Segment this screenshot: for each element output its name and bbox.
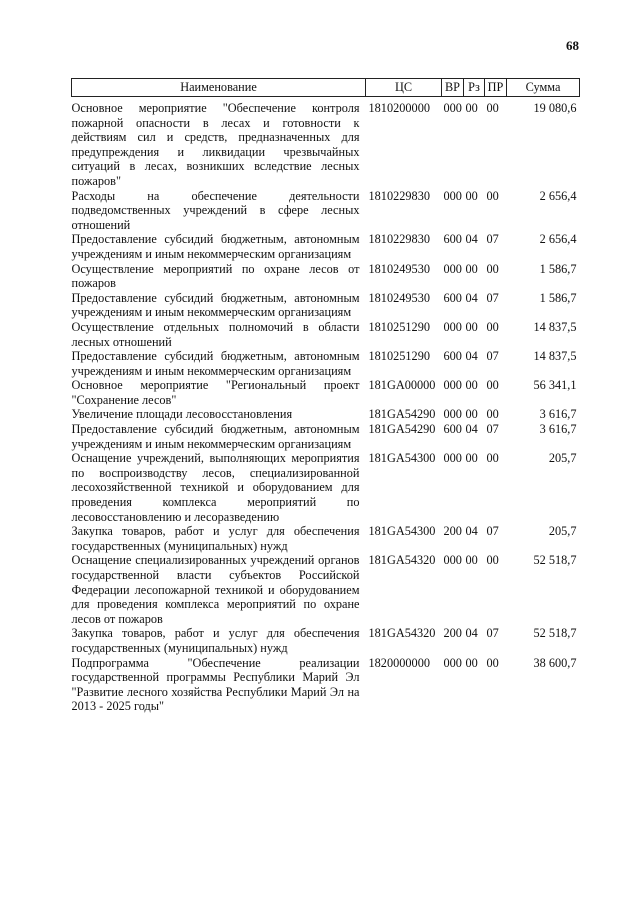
cell-pr: 07: [486, 232, 499, 247]
cell-vr: 000: [443, 451, 462, 466]
cell-rz: 00: [465, 261, 478, 276]
cell-rz: 00: [465, 407, 478, 422]
header-vr: ВР: [442, 79, 464, 97]
cell-cs: 1810249530: [368, 290, 430, 305]
cell-cs: 1810251290: [368, 319, 430, 334]
table-row: [72, 349, 580, 378]
cell-sum: 3 616,7: [539, 407, 577, 422]
cell-rz: 00: [465, 319, 478, 334]
budget-table: [71, 78, 580, 714]
cell-vr: 200: [443, 524, 462, 539]
cell-name: Закупка товаров, работ и услуг для обеспечения государственных (муниципальных) нужд: [71, 626, 360, 655]
cell-sum: 205,7: [548, 451, 577, 466]
table-row: [72, 626, 580, 655]
header-rz: Рз: [464, 79, 485, 97]
cell-vr: 200: [443, 626, 462, 641]
table-row: [72, 422, 580, 451]
table-row: [72, 291, 580, 320]
cell-name: Закупка товаров, работ и услуг для обеспечения государственных (муниципальных) нужд: [71, 524, 360, 553]
cell-sum: 56 341,1: [533, 378, 577, 393]
cell-cs: 181GA54320: [368, 626, 436, 641]
cell-vr: 000: [443, 319, 462, 334]
cell-cs: 1820000000: [368, 655, 430, 670]
cell-rz: 04: [465, 524, 478, 539]
cell-cs: 1810249530: [368, 261, 430, 276]
header-cs: ЦС: [366, 79, 442, 97]
header-name: Наименование: [72, 79, 366, 97]
cell-name: Предоставление субсидий бюджетным, автономным учреждениям и иным некоммерческим организациям: [71, 349, 360, 378]
cell-rz: 04: [465, 232, 478, 247]
cell-pr: 07: [486, 422, 499, 437]
cell-pr: 00: [486, 378, 499, 393]
cell-vr: 000: [443, 101, 462, 115]
cell-name: Основное мероприятие "Региональный проект "Сохранение лесов": [71, 378, 360, 407]
cell-sum: 3 616,7: [539, 422, 577, 437]
table-row: [72, 97, 580, 189]
cell-vr: 600: [443, 422, 462, 437]
cell-pr: 00: [486, 655, 499, 670]
cell-cs: 181GA00000: [368, 378, 436, 393]
table-row: [72, 378, 580, 407]
cell-name: Предоставление субсидий бюджетным, автономным учреждениям и иным некоммерческим организациям: [71, 422, 360, 451]
cell-pr: 00: [486, 451, 499, 466]
cell-cs: 181GA54290: [368, 407, 436, 422]
table-row: [72, 524, 580, 553]
cell-cs: 1810200000: [368, 101, 430, 115]
cell-cs: 1810251290: [368, 349, 430, 364]
cell-name: Осуществление отдельных полномочий в области лесных отношений: [71, 319, 360, 349]
table-row: [72, 553, 580, 626]
cell-rz: 04: [465, 626, 478, 641]
cell-sum: 14 837,5: [533, 349, 577, 364]
header-sum: Сумма: [507, 79, 580, 97]
cell-sum: 19 080,6: [533, 101, 577, 115]
table-row: [72, 451, 580, 524]
table-header: [72, 79, 580, 97]
cell-cs: 1810229830: [368, 232, 430, 247]
cell-rz: 00: [465, 188, 478, 203]
cell-name: Основное мероприятие "Обеспечение контроля пожарной опасности в лесах и готовности к действиям сил и средств, предназначенных для предупреждения и ликвидации чрезвычайных ситуаций в лесах, возникших вследствие лесных пожаров": [71, 101, 360, 188]
cell-sum: 205,7: [548, 524, 577, 539]
cell-cs: 181GA54300: [368, 451, 436, 466]
cell-cs: 181GA54290: [368, 422, 436, 437]
table-row: [72, 320, 580, 349]
table-row: [72, 189, 580, 233]
cell-sum: 2 656,4: [539, 232, 577, 247]
cell-vr: 600: [443, 290, 462, 305]
cell-pr: 00: [486, 553, 499, 568]
cell-name: Оснащение учреждений, выполняющих мероприятия по воспроизводству лесов, специализированной лесохозяйственной техникой и оборудованием для проведения комплекса мероприятий по лесовосстановлению и лесоразведению: [71, 451, 360, 524]
cell-pr: 00: [486, 261, 499, 276]
cell-name: Расходы на обеспечение деятельности подведомственных учреждений в сфере лесных отношений: [71, 188, 360, 232]
table-row: [72, 232, 580, 261]
cell-rz: 00: [465, 553, 478, 568]
cell-pr: 07: [486, 349, 499, 364]
cell-name: Увеличение площади лесовосстановления: [71, 407, 293, 422]
cell-vr: 000: [443, 261, 462, 276]
cell-sum: 1 586,7: [539, 261, 577, 276]
cell-cs: 181GA54300: [368, 524, 436, 539]
cell-vr: 000: [443, 378, 462, 393]
header-pr: ПР: [485, 79, 507, 97]
cell-pr: 00: [486, 319, 499, 334]
cell-sum: 38 600,7: [533, 655, 577, 670]
cell-rz: 04: [465, 349, 478, 364]
cell-rz: 04: [465, 422, 478, 437]
cell-pr: 07: [486, 626, 499, 641]
cell-pr: 07: [486, 290, 499, 305]
cell-rz: 00: [465, 101, 478, 115]
cell-name: Оснащение специализированных учреждений органов государственной власти субъектов Российской Федерации лесопожарной техникой и оборудованием для проведения комплекса мероприятий по охране лесов от пожаров: [71, 553, 360, 626]
cell-vr: 000: [443, 188, 462, 203]
cell-vr: 600: [443, 232, 462, 247]
cell-sum: 2 656,4: [539, 188, 577, 203]
cell-name: Предоставление субсидий бюджетным, автономным учреждениям и иным некоммерческим организациям: [71, 232, 360, 261]
cell-name: Подпрограмма "Обеспечение реализации государственной программы Республики Марий Эл "Развитие лесного хозяйства Республики Марий Эл на 2013 - 2025 годы": [71, 655, 360, 714]
cell-sum: 14 837,5: [533, 319, 577, 334]
cell-pr: 00: [486, 407, 499, 422]
cell-vr: 000: [443, 553, 462, 568]
cell-rz: 00: [465, 655, 478, 670]
cell-rz: 04: [465, 290, 478, 305]
cell-pr: 00: [486, 101, 499, 115]
cell-name: Осуществление мероприятий по охране лесов от пожаров: [71, 261, 360, 291]
cell-vr: 000: [443, 655, 462, 670]
cell-rz: 00: [465, 378, 478, 393]
cell-sum: 52 518,7: [533, 553, 577, 568]
table-row: [72, 407, 580, 422]
cell-sum: 52 518,7: [533, 626, 577, 641]
cell-cs: 181GA54320: [368, 553, 436, 568]
table-body: [72, 97, 580, 714]
table-row: [72, 262, 580, 291]
cell-pr: 00: [486, 188, 499, 203]
cell-pr: 07: [486, 524, 499, 539]
page-number: 68: [566, 38, 579, 53]
cell-name: Предоставление субсидий бюджетным, автономным учреждениям и иным некоммерческим организациям: [71, 290, 360, 320]
cell-vr: 000: [443, 407, 462, 422]
cell-sum: 1 586,7: [539, 290, 577, 305]
cell-cs: 1810229830: [368, 188, 430, 203]
cell-rz: 00: [465, 451, 478, 466]
table-row: [72, 656, 580, 714]
cell-vr: 600: [443, 349, 462, 364]
